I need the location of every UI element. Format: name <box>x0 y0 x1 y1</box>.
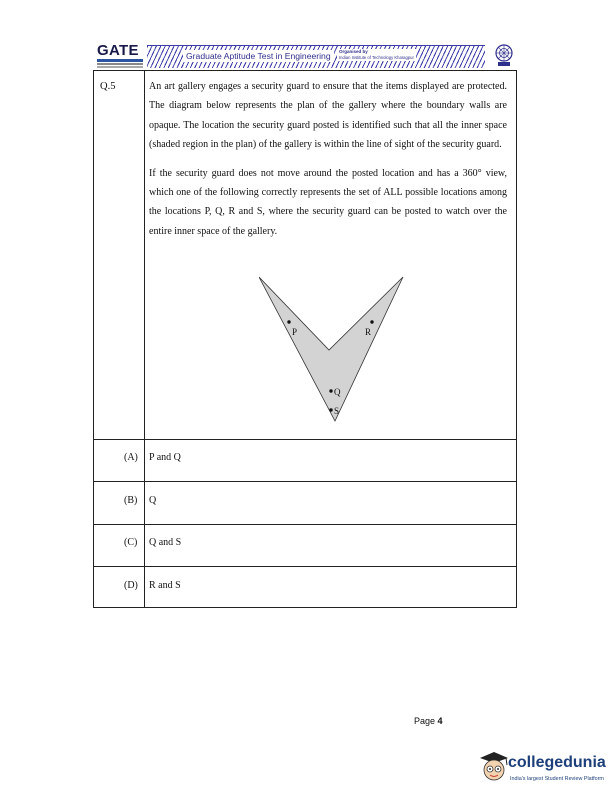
collegedunia-tagline: India's largest Student Review Platform <box>510 776 604 782</box>
page-number <box>414 716 443 726</box>
row-divider <box>94 439 516 440</box>
question-table <box>93 70 517 608</box>
point-q-label: Q <box>334 387 341 397</box>
option-c-text: Q and S <box>149 537 182 548</box>
iit-emblem-icon <box>493 44 515 68</box>
collegedunia-brand: collegedunia <box>508 754 606 771</box>
row-divider <box>94 524 516 525</box>
point-s-marker <box>329 408 332 411</box>
header-banner <box>147 45 485 68</box>
gate-logo-text: GATE <box>97 42 139 59</box>
option-a-text: P and Q <box>149 452 181 463</box>
option-a-label: (A) <box>124 452 138 463</box>
gallery-plan-diagram <box>259 275 409 425</box>
banner-organiser <box>337 49 416 61</box>
logo-stripe <box>97 66 143 68</box>
option-b-text: Q <box>149 495 157 506</box>
option-d-text: R and S <box>149 580 181 591</box>
row-divider <box>94 566 516 567</box>
point-p-label: P <box>292 327 298 337</box>
point-r-label: R <box>365 327 372 337</box>
logo-stripe <box>97 63 143 65</box>
question-paragraph-2: If the security guard does not move around the posted location and has a 360° view, which one of the following correctly represents the set of ALL possible locations among the locations P, Q, R and S, where the security guard can be posted to watch over the entire inner space of the gallery. <box>149 167 507 237</box>
option-d-label: (D) <box>124 580 138 591</box>
question-paragraph-1: An art gallery engages a security guard to ensure that the items displayed are protected. The diagram below represents the plan of the gallery where the boundary walls are opaque. The location the security guard posted is identified such that all the inner space (shaded region in the plan) of the gallery is within the line of sight of the security guard. <box>149 81 507 151</box>
point-p-marker <box>287 320 290 323</box>
column-divider <box>144 71 145 607</box>
page-header <box>95 42 519 70</box>
point-s-label: S <box>334 406 340 416</box>
banner-title: Graduate Aptitude Test in Engineering <box>183 50 334 62</box>
point-q-marker <box>329 389 332 392</box>
organised-by-label: Organised by <box>339 49 368 54</box>
question-text <box>149 77 507 250</box>
row-divider <box>94 481 516 482</box>
page-number-value: 4 <box>437 716 443 726</box>
organiser-name: Indian Institute of Technology Kharagpur <box>339 55 414 60</box>
question-number: Q.5 <box>100 81 116 92</box>
page-label: Page <box>414 716 436 726</box>
point-r-marker <box>370 320 373 323</box>
gate-logo <box>95 42 145 68</box>
option-b-label: (B) <box>124 495 138 506</box>
logo-stripe <box>97 59 143 62</box>
gallery-inner-space <box>259 277 403 421</box>
option-c-label: (C) <box>124 537 138 548</box>
